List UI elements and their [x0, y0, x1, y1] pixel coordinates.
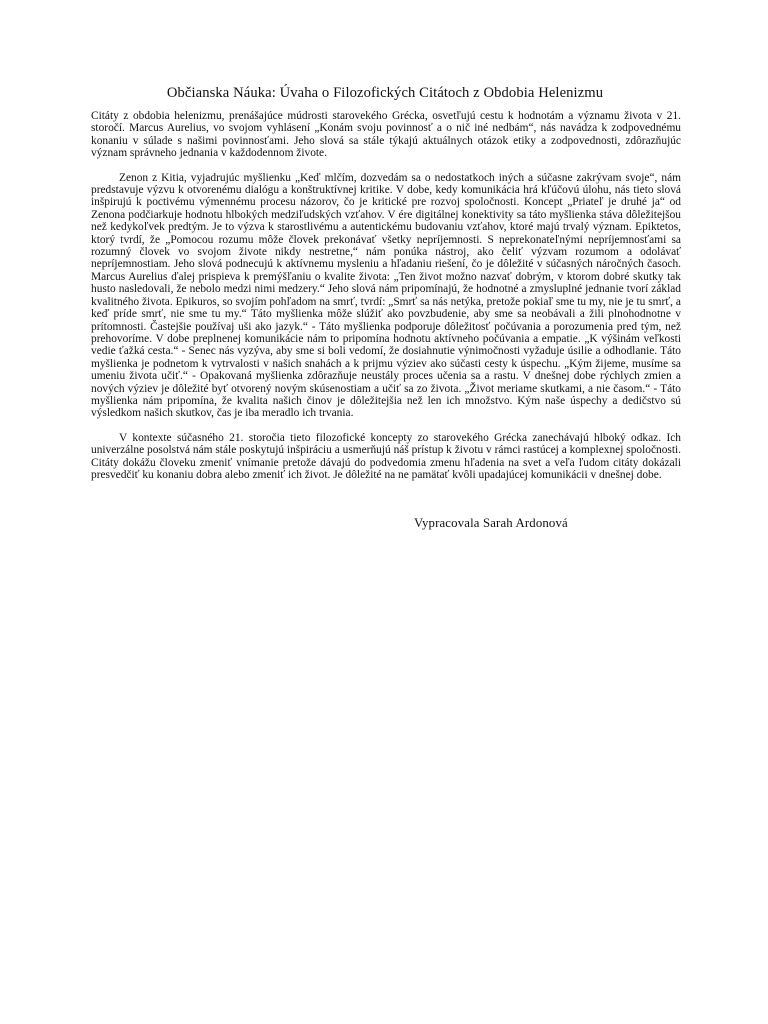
- paragraph-conclusion: V kontexte súčasného 21. storočia tieto filozofické koncepty zo starovekého Grécka zanechávajú hlboký odkaz. Ich univerzálne posolstvá nám stále poskytujú inšpiráciu a usmerňujú náš prístup k životu v rámci rastúcej a komplexnej spoločnosti. Citáty dokážu človeku zmeniť vnímanie pretože dávajú do podvedomia zmenu hľadenia na svet a veľa ľudom citáty dokázali presvedčiť ku konaniu dobra alebo zmeniť ich život. Je dôležité na ne pamätať kvôli upadajúcej komunikácii v dnešnej dobe.: [91, 431, 681, 481]
- paragraph-intro: Citáty z obdobia helenizmu, prenášajúce múdrosti starovekého Grécka, osvetľujú cestu k hodnotám a významu života v 21. storočí. Marcus Aurelius, vo svojom vyhlásení „Konám svoju povinnosť a o nič iné nedbám“, nás navádza k zodpovednému konaniu v súlade s našimi povinnosťami. Jeho slová sa stále týkajú aktuálnych otázok etiky a zodpovednosti, zdôrazňujúc význam správneho jednania v každodennom živote.: [91, 110, 681, 160]
- document-title: Občianska Náuka: Úvaha o Filozofických Citátoch z Obdobia Helenizmu: [166, 85, 604, 101]
- document-body: [91, 110, 681, 481]
- author-signature: Vypracovala Sarah Ardonová: [414, 516, 568, 530]
- paragraph-quotes: Zenon z Kitia, vyjadrujúc myšlienku „Keď mlčím, dozvedám sa o nedostatkoch iných a súčasne zakrývam svoje“, nám predstavuje výzvu k otvorenému dialógu a konštruktívnej kritike. V dobe, kedy komunikácia hrá kľúčovú úlohu, nás tieto slová inšpirujú k poctivému výmennému procesu názorov, čo je kritické pre rozvoj spoločnosti. Koncept „Priateľ je druhé ja“ od Zenona podčiarkuje hodnotu hlbokých medziľudských vzťahov. V ére digitálnej konektivity sa táto myšlienka stáva dôležitejšou než kedykoľvek predtým. Je to výzva k starostlivému a autentickému budovaniu vzťahov, ktoré majú trvalý význam. Epiktetos, ktorý tvrdí, že „Pomocou rozumu môže človek prekonávať všetky nepríjemnosti. S neprekonateľnými nepríjemnosťami sa rozumný človek vo svojom živote nikdy nestretne,“ nám ponúka nástroj, ako čeliť výzvam rozumom a odolávať nepríjemnostiam. Jeho slová podnecujú k aktívnemu mysleniu a hľadaniu riešení, čo je dôležité v súčasných náročných časoch. Marcus Aurelius ďalej prispieva k premýšľaniu o kvalite života: „Ten život možno nazvať dobrým, v ktorom dobré skutky tak husto nasledovali, že nebolo medzi nimi medzery.“ Jeho slová nám pripomínajú, že hodnotné a zmysluplné jednanie tvorí základ kvalitného života. Epikuros, so svojím pohľadom na smrť, tvrdí: „Smrť sa nás netýka, pretože pokiaľ sme tu my, nie je tu smrť, a keď príde smrť, nie sme tu my.“ Táto myšlienka môže slúžiť ako povzbudenie, aby sme sa neobávali a žili plnohodnotne v prítomnosti. Častejšie používaj uši ako jazyk.“ - Táto myšlienka podporuje dôležitosť počúvania a porozumenia pred tým, než prehovoríme. V dobe preplnenej komunikácie nám to pripomína hodnotu aktívneho počúvania a empatie. „K výšinám veľkosti vedie ťažká cesta.“ - Senec nás vyzýva, aby sme si boli vedomí, že dosiahnutie výnimočnosti vyžaduje úsilie a odhodlanie. Táto myšlienka je podnetom k vytrvalosti v našich snahách a k prijmu výziev ako súčasti cesty k úspechu. „Kým žijeme, musíme sa umeniu života učiť.“ - Opakovaná myšlienka zdôrazňuje neustály proces učenia sa a rastu. V dnešnej dobe rýchlych zmien a nových výziev je dôležité byť otvorený novým skúsenostiam a učiť sa zo života. „Život meriame skutkami, a nie časom.“ - Táto myšlienka nám pripomína, že kvalita našich činov je dôležitejšia než len ich množstvo. Kým naše úspechy a dedičstvo sú výsledkom našich skutkov, čas je iba meradlo ich trvania.: [91, 171, 681, 420]
